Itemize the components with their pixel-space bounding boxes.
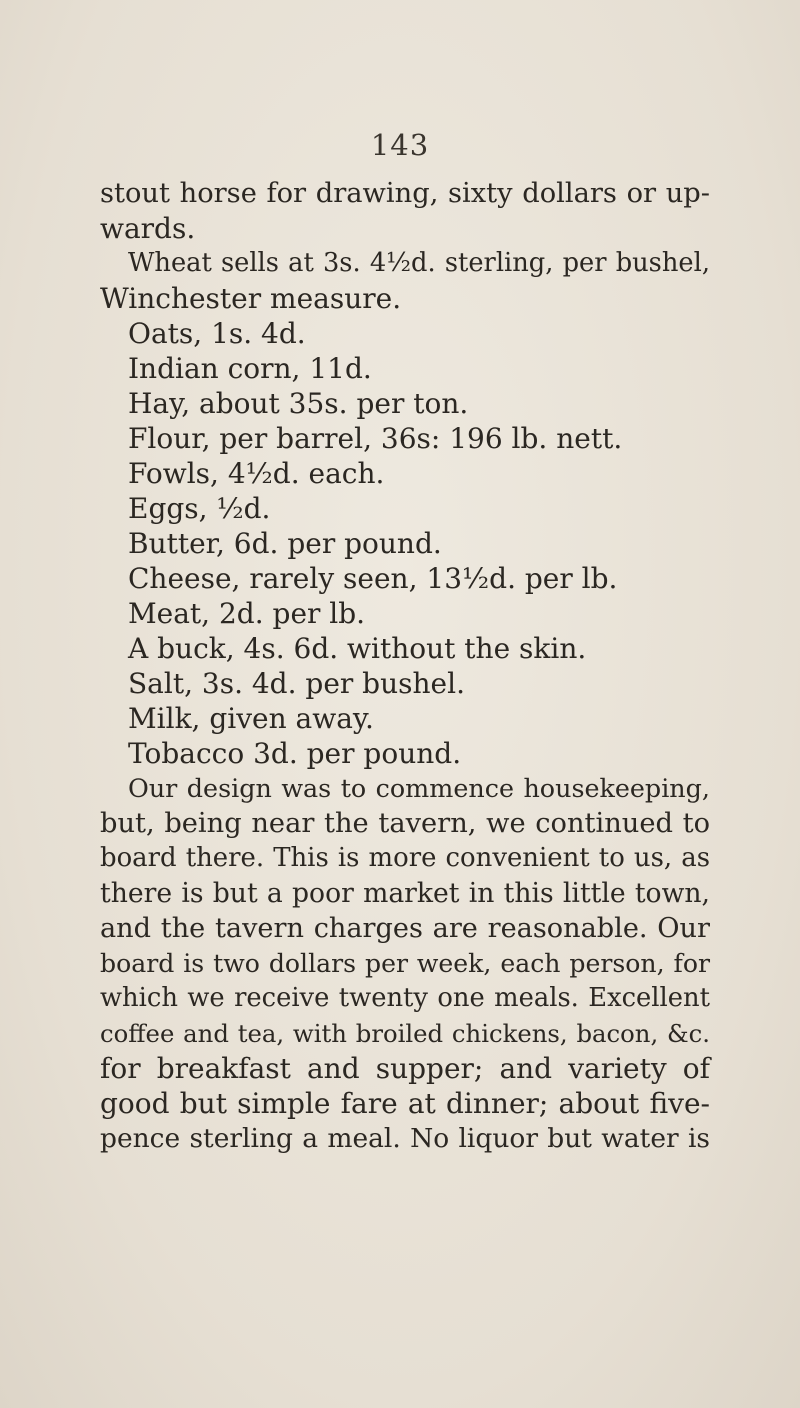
price-list-item: Fowls, 4½d. each.	[128, 457, 385, 490]
text-line: board is two dollars per week, each person, for	[100, 949, 710, 978]
price-list-item: Eggs, ½d.	[128, 492, 271, 525]
price-list-item: Indian corn, 11d.	[128, 352, 372, 385]
price-list-item: Milk, given away.	[128, 702, 374, 735]
text-line: and the tavern charges are reasonable. Our	[100, 913, 710, 944]
price-list-item: Meat, 2d. per lb.	[128, 597, 366, 630]
text-line: coffee and tea, with broiled chickens, bacon, &c.	[100, 1019, 710, 1048]
text-line: Our design was to commence housekeeping,	[128, 773, 710, 803]
text-line: but, being near the tavern, we continued to	[100, 808, 710, 839]
body-text	[100, 176, 710, 1156]
text-line: there is but a poor market in this little town,	[100, 878, 710, 909]
price-list-item: A buck, 4s. 6d. without the skin.	[128, 632, 587, 665]
price-list-item: Salt, 3s. 4d. per bushel.	[128, 667, 465, 700]
price-list-item: Tobacco 3d. per pound.	[128, 737, 462, 770]
price-list-item: Cheese, rarely seen, 13½d. per lb.	[128, 562, 618, 595]
text-line: for breakfast and supper; and variety of	[100, 1052, 710, 1085]
text-line: pence sterling a meal. No liquor but water is	[100, 1123, 710, 1154]
text-line: which we receive twenty one meals. Excellent	[100, 983, 710, 1013]
price-list-item: Butter, 6d. per pound.	[128, 527, 442, 560]
text-line: Winchester measure.	[100, 282, 402, 315]
price-list-item: Flour, per barrel, 36s: 196 lb. nett.	[128, 422, 623, 455]
text-line: wards.	[100, 212, 196, 245]
price-list-item: Oats, 1s. 4d.	[128, 317, 306, 350]
page-number: 143	[370, 128, 430, 162]
text-line: good but simple fare at dinner; about five-	[100, 1087, 710, 1120]
text-line: Wheat sells at 3s. 4½d. sterling, per bushel,	[128, 248, 710, 278]
text-line: stout horse for drawing, sixty dollars or up-	[100, 178, 710, 209]
text-line: board there. This is more convenient to us, as	[100, 843, 710, 873]
price-list-item: Hay, about 35s. per ton.	[128, 387, 469, 420]
